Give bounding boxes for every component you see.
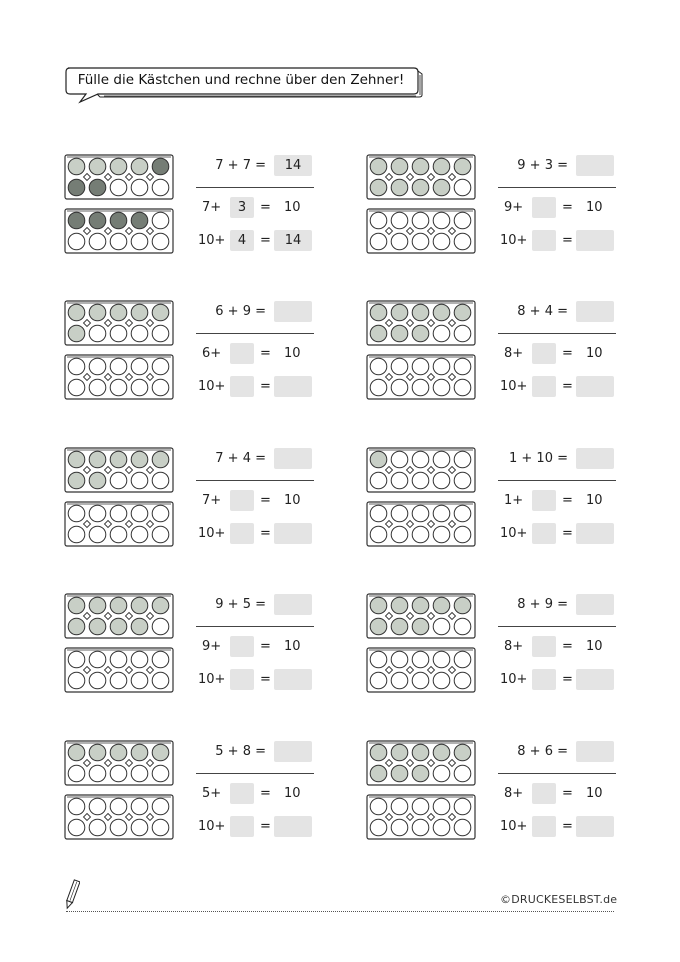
split-equation — [496, 196, 616, 220]
addend-a: 6 — [215, 304, 224, 319]
addend-b: 8 — [242, 744, 251, 759]
split-equation — [194, 635, 314, 659]
ten-frame-bottom — [366, 354, 476, 400]
rest-equation — [194, 375, 314, 399]
addend-a: 9 — [517, 158, 526, 173]
equals-sign: = — [260, 526, 271, 541]
addition-expression: 8 + 6 = — [517, 744, 568, 759]
rest-fill-box[interactable] — [532, 230, 556, 251]
split-addend: 1+ — [504, 493, 524, 508]
equals-sign: = — [260, 672, 271, 687]
exercise-2 — [366, 154, 656, 254]
ten-plus-prefix: 10+ — [500, 526, 528, 541]
split-addend: 7+ — [202, 493, 222, 508]
split-fill-box[interactable] — [532, 490, 556, 511]
result-answer-box[interactable] — [576, 376, 614, 397]
equals-sign: = — [260, 346, 271, 361]
divider-line — [196, 626, 314, 627]
ten-frame-bottom — [64, 208, 174, 254]
ten-value: 10 — [284, 200, 301, 215]
split-equation — [496, 782, 616, 806]
exercise-9 — [64, 740, 354, 840]
main-equation — [496, 740, 616, 764]
addition-expression: 8 + 9 = — [517, 597, 568, 612]
divider-line — [498, 187, 616, 188]
addend-a: 5 — [215, 744, 224, 759]
rest-equation — [194, 815, 314, 839]
ten-frame-bottom — [64, 794, 174, 840]
ten-value: 10 — [586, 493, 603, 508]
addend-b: 4 — [544, 304, 553, 319]
divider-line — [498, 626, 616, 627]
result-answer-box[interactable] — [274, 816, 312, 837]
divider-line — [196, 480, 314, 481]
sum-answer-box[interactable] — [576, 155, 614, 176]
divider-line — [196, 187, 314, 188]
sum-answer-box[interactable] — [274, 448, 312, 469]
addend-b: 9 — [242, 304, 251, 319]
ten-frame-top — [366, 447, 476, 493]
result-answer-box[interactable] — [576, 230, 614, 251]
main-equation — [496, 447, 616, 471]
addend-b: 4 — [242, 451, 251, 466]
ten-value: 10 — [586, 639, 603, 654]
rest-equation — [194, 522, 314, 546]
exercise-6 — [366, 447, 656, 547]
addend-a: 9 — [215, 597, 224, 612]
ten-frame-top — [366, 300, 476, 346]
split-addend: 5+ — [202, 786, 222, 801]
ten-frame-bottom — [366, 647, 476, 693]
result-answer-box[interactable]: 14 — [274, 230, 312, 251]
split-fill-box[interactable] — [532, 783, 556, 804]
rest-fill-box[interactable] — [532, 523, 556, 544]
ten-value: 10 — [284, 639, 301, 654]
ten-frame-bottom — [64, 501, 174, 547]
sum-answer-box[interactable] — [576, 594, 614, 615]
equals-sign: = — [260, 200, 271, 215]
split-addend: 8+ — [504, 346, 524, 361]
ten-plus-prefix: 10+ — [500, 233, 528, 248]
addend-b: 10 — [536, 451, 553, 466]
ten-frame-top — [366, 154, 476, 200]
ten-frame-bottom — [366, 208, 476, 254]
rest-fill-box[interactable] — [230, 376, 254, 397]
main-equation — [194, 154, 314, 178]
split-equation — [194, 489, 314, 513]
ten-plus-prefix: 10+ — [198, 233, 226, 248]
exercise-10 — [366, 740, 656, 840]
addend-a: 8 — [517, 304, 526, 319]
split-equation — [194, 342, 314, 366]
rest-fill-box[interactable] — [230, 816, 254, 837]
split-fill-box[interactable] — [230, 636, 254, 657]
ten-frame-bottom — [366, 501, 476, 547]
rest-fill-box[interactable] — [532, 816, 556, 837]
sum-answer-box[interactable] — [576, 448, 614, 469]
split-addend: 8+ — [504, 786, 524, 801]
result-answer-box[interactable] — [274, 523, 312, 544]
equals-sign: = — [260, 786, 271, 801]
rest-equation — [194, 229, 314, 253]
ten-value: 10 — [586, 200, 603, 215]
rest-fill-box[interactable] — [532, 376, 556, 397]
footer-dotted-line — [66, 911, 614, 912]
divider-line — [196, 773, 314, 774]
ten-frame-top — [366, 593, 476, 639]
addend-a: 7 — [215, 158, 224, 173]
addend-a: 8 — [517, 744, 526, 759]
copyright-text: ©DRUCKESELBST.de — [500, 893, 618, 906]
addition-expression: 7 + 7 = — [215, 158, 266, 173]
equals-sign: = — [562, 639, 573, 654]
rest-equation — [496, 668, 616, 692]
equals-sign: = — [562, 526, 573, 541]
sum-answer-box[interactable] — [576, 741, 614, 762]
addition-expression: 9 + 3 = — [517, 158, 568, 173]
ten-frame-top — [366, 740, 476, 786]
exercise-3 — [64, 300, 354, 400]
exercise-5 — [64, 447, 354, 547]
result-answer-box[interactable] — [274, 376, 312, 397]
addition-expression: 7 + 4 = — [215, 451, 266, 466]
split-addend: 6+ — [202, 346, 222, 361]
main-equation — [496, 154, 616, 178]
split-fill-box[interactable] — [532, 343, 556, 364]
equals-sign: = — [562, 819, 573, 834]
rest-equation — [496, 815, 616, 839]
rest-equation — [496, 229, 616, 253]
addend-a: 1 — [508, 451, 518, 466]
addition-expression: 5 + 8 = — [215, 744, 266, 759]
ten-frame-top — [64, 447, 174, 493]
ten-frame-top — [64, 300, 174, 346]
rest-fill-box[interactable] — [230, 669, 254, 690]
equals-sign: = — [562, 200, 573, 215]
split-addend: 8+ — [504, 639, 524, 654]
ten-plus-prefix: 10+ — [500, 819, 528, 834]
divider-line — [498, 480, 616, 481]
split-fill-box[interactable] — [230, 490, 254, 511]
equals-sign: = — [562, 346, 573, 361]
exercise-8 — [366, 593, 656, 693]
split-fill-box[interactable] — [230, 783, 254, 804]
ten-frame-bottom — [64, 354, 174, 400]
result-answer-box[interactable] — [274, 669, 312, 690]
result-answer-box[interactable] — [576, 816, 614, 837]
ten-plus-prefix: 10+ — [198, 379, 226, 394]
split-addend: 9+ — [202, 639, 222, 654]
worksheet-title: Fülle die Kästchen und rechne über den Zehner! — [77, 72, 405, 88]
equals-sign: = — [260, 379, 271, 394]
ten-plus-prefix: 10+ — [198, 672, 226, 687]
rest-equation — [496, 375, 616, 399]
ten-frame-bottom — [366, 794, 476, 840]
divider-line — [196, 333, 314, 334]
addend-a: 8 — [517, 597, 526, 612]
exercise-7 — [64, 593, 354, 693]
exercise-4 — [366, 300, 656, 400]
divider-line — [498, 333, 616, 334]
ten-frame-bottom — [64, 647, 174, 693]
ten-plus-prefix: 10+ — [198, 526, 226, 541]
addend-b: 7 — [242, 158, 251, 173]
ten-plus-prefix: 10+ — [500, 672, 528, 687]
rest-equation — [194, 668, 314, 692]
addend-b: 6 — [544, 744, 553, 759]
main-equation — [194, 740, 314, 764]
ten-value: 10 — [284, 346, 301, 361]
ten-value: 10 — [586, 786, 603, 801]
addition-expression: 9 + 5 = — [215, 597, 266, 612]
addend-a: 7 — [215, 451, 224, 466]
split-equation — [194, 782, 314, 806]
result-answer-box[interactable] — [576, 523, 614, 544]
equals-sign: = — [260, 639, 271, 654]
split-equation — [194, 196, 314, 220]
ten-plus-prefix: 10+ — [500, 379, 528, 394]
split-fill-box[interactable] — [532, 197, 556, 218]
title-banner — [64, 66, 418, 98]
equals-sign: = — [260, 233, 271, 248]
sum-answer-box[interactable] — [576, 301, 614, 322]
main-equation — [194, 593, 314, 617]
sum-answer-box[interactable] — [274, 741, 312, 762]
ten-plus-prefix: 10+ — [198, 819, 226, 834]
rest-fill-box[interactable] — [532, 669, 556, 690]
main-equation — [194, 300, 314, 324]
addition-expression: 1 + 10 = — [508, 451, 568, 466]
split-fill-box[interactable] — [532, 636, 556, 657]
equals-sign: = — [562, 379, 573, 394]
split-fill-box[interactable] — [230, 343, 254, 364]
equals-sign: = — [260, 819, 271, 834]
split-addend: 7+ — [202, 200, 222, 215]
equals-sign: = — [562, 233, 573, 248]
main-equation — [496, 300, 616, 324]
addition-expression: 8 + 4 = — [517, 304, 568, 319]
equals-sign: = — [562, 493, 573, 508]
rest-fill-box[interactable] — [230, 523, 254, 544]
split-equation — [496, 635, 616, 659]
exercise-1 — [64, 154, 354, 254]
ten-frame-top — [64, 593, 174, 639]
ten-value: 10 — [284, 786, 301, 801]
split-equation — [496, 342, 616, 366]
main-equation — [194, 447, 314, 471]
addition-expression: 6 + 9 = — [215, 304, 266, 319]
ten-frame-top — [64, 154, 174, 200]
ten-value: 10 — [586, 346, 603, 361]
split-equation — [496, 489, 616, 513]
addend-b: 9 — [544, 597, 553, 612]
ten-frame-top — [64, 740, 174, 786]
divider-line — [498, 773, 616, 774]
addend-b: 5 — [242, 597, 251, 612]
sum-answer-box[interactable]: 14 — [274, 155, 312, 176]
rest-equation — [496, 522, 616, 546]
sum-answer-box[interactable] — [274, 301, 312, 322]
addend-b: 3 — [544, 158, 553, 173]
rest-fill-box[interactable]: 4 — [230, 230, 254, 251]
result-answer-box[interactable] — [576, 669, 614, 690]
split-fill-box[interactable]: 3 — [230, 197, 254, 218]
equals-sign: = — [562, 786, 573, 801]
equals-sign: = — [562, 672, 573, 687]
sum-answer-box[interactable] — [274, 594, 312, 615]
split-addend: 9+ — [504, 200, 524, 215]
ten-value: 10 — [284, 493, 301, 508]
main-equation — [496, 593, 616, 617]
equals-sign: = — [260, 493, 271, 508]
